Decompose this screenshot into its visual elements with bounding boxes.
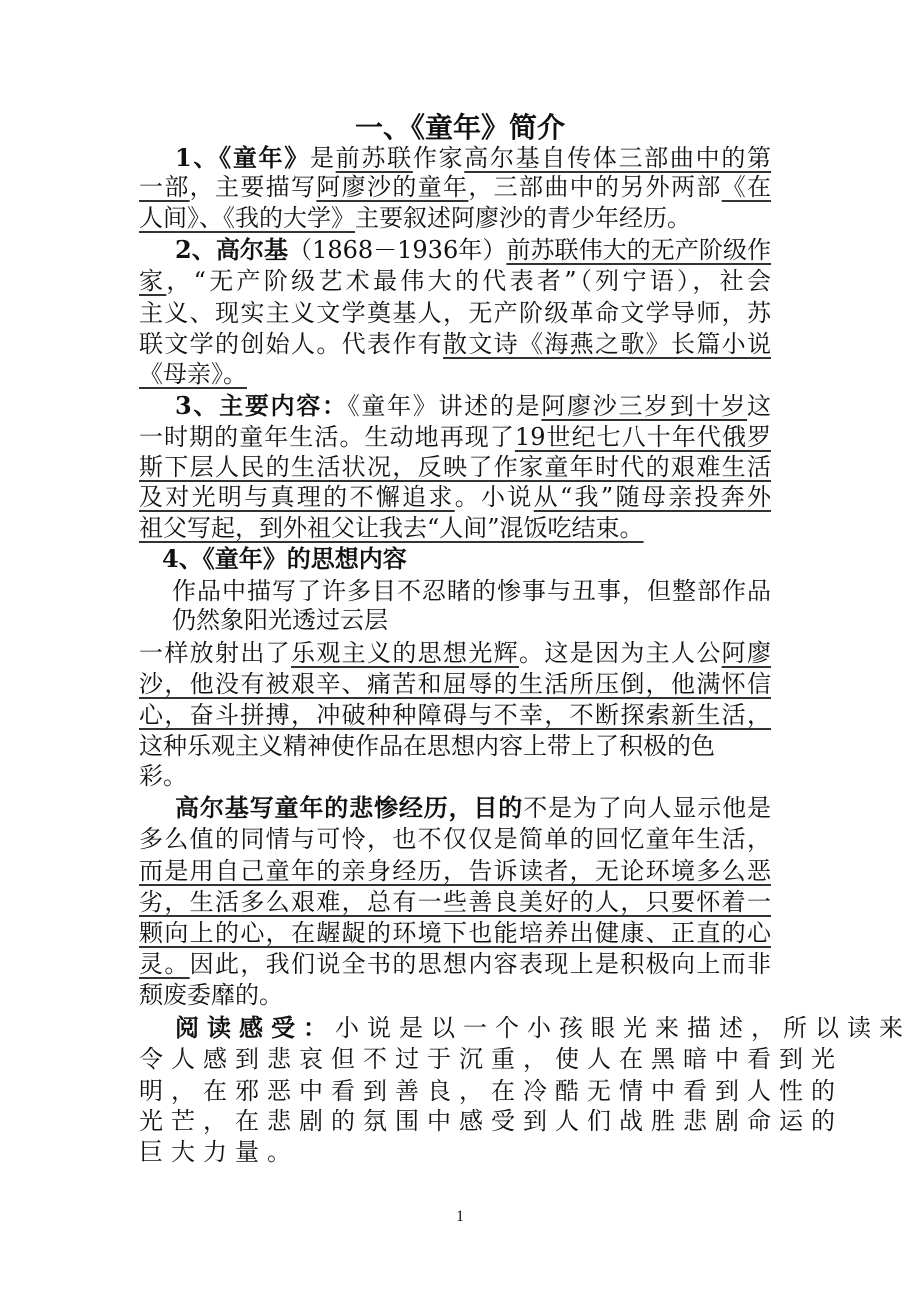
text-segment: ，“无产阶级艺术最伟大的代表者”（列宁语），社会 [166, 267, 771, 295]
text-segment: 主义、现实主义文学奠基人，无产阶级革命文学导师，苏 [139, 299, 771, 327]
text-segment: 巨大力量。 [139, 1138, 299, 1166]
text-segment: 令人感到悲哀但不过于沉重，使人在黑暗中看到光 [139, 1045, 843, 1073]
underlined-text: 而是用自己童年的亲身经历，告诉读者，无论环境多么恶 [139, 857, 771, 885]
text-line [139, 669, 771, 699]
text-segment: 这 [747, 392, 772, 420]
text-line [139, 761, 771, 791]
text-line [139, 731, 771, 761]
text-line [139, 1137, 771, 1167]
underlined-text: 斯下层人民的生活状况，反映了作家童年时代的艰难生活 [139, 453, 771, 481]
bold-text: 2、高尔基 [175, 235, 288, 264]
text-line [139, 949, 771, 979]
underlined-text: 一部 [139, 173, 190, 201]
underlined-text: 《在 [721, 173, 772, 201]
text-line [172, 605, 771, 635]
bold-text: 1、《童年》 [175, 143, 310, 172]
text-line [139, 1044, 843, 1074]
page-number: 1 [456, 1208, 464, 1225]
bold-text: 高尔基写童年的悲惨经历，目的 [175, 793, 524, 822]
underlined-text: 前苏联伟大的无产阶级作 [506, 236, 772, 264]
underlined-text: 沙，他没有被艰辛、痛苦和屈辱的生活所压倒，他满怀信 [139, 670, 771, 698]
text-line [139, 856, 771, 886]
text-segment: 多么值的同情与可怜，也不仅仅是简单的回忆童年生活， [139, 825, 771, 853]
text-segment: 《童年》讲述的是 [347, 392, 542, 420]
text-line [175, 1013, 911, 1043]
text-segment: 这种乐观主义精神使作品在思想内容上带上了积极的色 [139, 732, 715, 760]
underlined-text: 从“我”随母亲投奔外 [533, 483, 772, 511]
text-line [139, 359, 771, 389]
text-line [172, 576, 771, 606]
text-line [139, 298, 771, 328]
text-line [162, 544, 771, 574]
underlined-text: 散文诗《海燕之歌》长篇小说 [443, 330, 771, 358]
text-segment: 一样放射出了 [139, 639, 291, 667]
text-segment: ，主要描写 [189, 173, 317, 201]
underlined-text: 高尔基自传体三部曲中的第 [464, 144, 772, 172]
text-line [139, 422, 771, 452]
underlined-text: 乐观主义的思想光辉 [291, 639, 519, 667]
underlined-text: 祖父写起，到外祖父让我去“人间”混饭吃结束。 [139, 514, 644, 542]
underlined-text: 心，奋斗拼搏，冲破种种障碍与不幸，不断探索新生活， [139, 701, 771, 729]
text-segment: 作品中描写了许多目不忍睹的惨事与丑事，但整部作品 [172, 577, 771, 605]
text-line [139, 513, 771, 543]
text-line [139, 638, 771, 668]
text-segment: 一时期的童年生活。生动地再现了 [139, 423, 515, 451]
text-line [139, 266, 771, 296]
text-line [139, 482, 771, 512]
underlined-text: 前苏联 [335, 144, 413, 172]
text-line [175, 235, 771, 265]
text-segment: ，三部曲中的另外两部 [468, 173, 722, 201]
underlined-text: 颗向上的心，在龌龊的环境下也能培养出健康、正直的心 [139, 919, 771, 947]
underlined-text: 灵。 [139, 950, 190, 978]
text-line [139, 918, 771, 948]
text-line [175, 143, 771, 173]
underlined-text: 阿廖沙的童年 [316, 173, 469, 201]
text-line [139, 329, 771, 359]
text-segment: 小说是以一个小孩眼光来描述，所以读来 [335, 1014, 911, 1042]
bold-text: 一、《童年》简介 [354, 111, 565, 144]
text-segment: 不是为了向人显示他是 [523, 794, 772, 822]
underlined-text: 及对光明与真理的不懈追求 [139, 483, 455, 511]
text-segment: 颓废委靡的。 [139, 981, 283, 1009]
text-segment: 因此，我们说全书的思想内容表现上是积极向上而非 [189, 950, 772, 978]
bold-text: 3、主要内容： [175, 391, 348, 420]
text-line [139, 824, 771, 854]
underlined-text: 阿廖沙三岁到十岁 [541, 392, 748, 420]
underlined-text: 人间》、《我的大学》 [139, 204, 355, 232]
text-line [139, 980, 771, 1010]
text-line [139, 887, 771, 917]
text-line [175, 793, 771, 823]
text-segment: 是 [309, 144, 336, 172]
text-segment: 仍然象阳光透过云层 [172, 606, 388, 634]
text-segment: 作家 [412, 144, 465, 172]
text-segment: （1868－1936年） [288, 236, 507, 264]
bold-text: 阅读感受： [175, 1013, 335, 1042]
text-segment: 光芒，在悲剧的氛围中感受到人们战胜悲剧命运的 [139, 1107, 843, 1135]
text-line [139, 1106, 843, 1136]
text-line [139, 1076, 843, 1106]
text-segment: 彩。 [139, 762, 187, 790]
underlined-text: 《母亲》。 [139, 360, 247, 388]
text-line [139, 452, 771, 482]
text-line [139, 203, 771, 233]
text-line [139, 172, 771, 202]
text-segment: 联文学的创始人。代表作有 [139, 330, 443, 358]
text-segment: 明，在邪恶中看到善良，在冷酷无情中看到人性的 [139, 1077, 843, 1105]
document-title [0, 113, 920, 143]
text-segment: 。这是因为主人公 [519, 639, 722, 667]
underlined-text: 19世纪七八十年代俄罗 [514, 423, 772, 451]
underlined-text: 阿廖 [721, 639, 772, 667]
text-segment: 。小说 [454, 483, 534, 511]
bold-text: 4、《童年》的思想内容 [162, 544, 407, 573]
text-segment: 主要叙述阿廖沙的青少年经历。 [355, 204, 691, 232]
underlined-text: 劣，生活多么艰难，总有一些善良美好的人，只要怀着一 [139, 888, 771, 916]
text-line [139, 700, 771, 730]
underlined-text: 家 [139, 267, 167, 295]
text-line [175, 391, 771, 421]
